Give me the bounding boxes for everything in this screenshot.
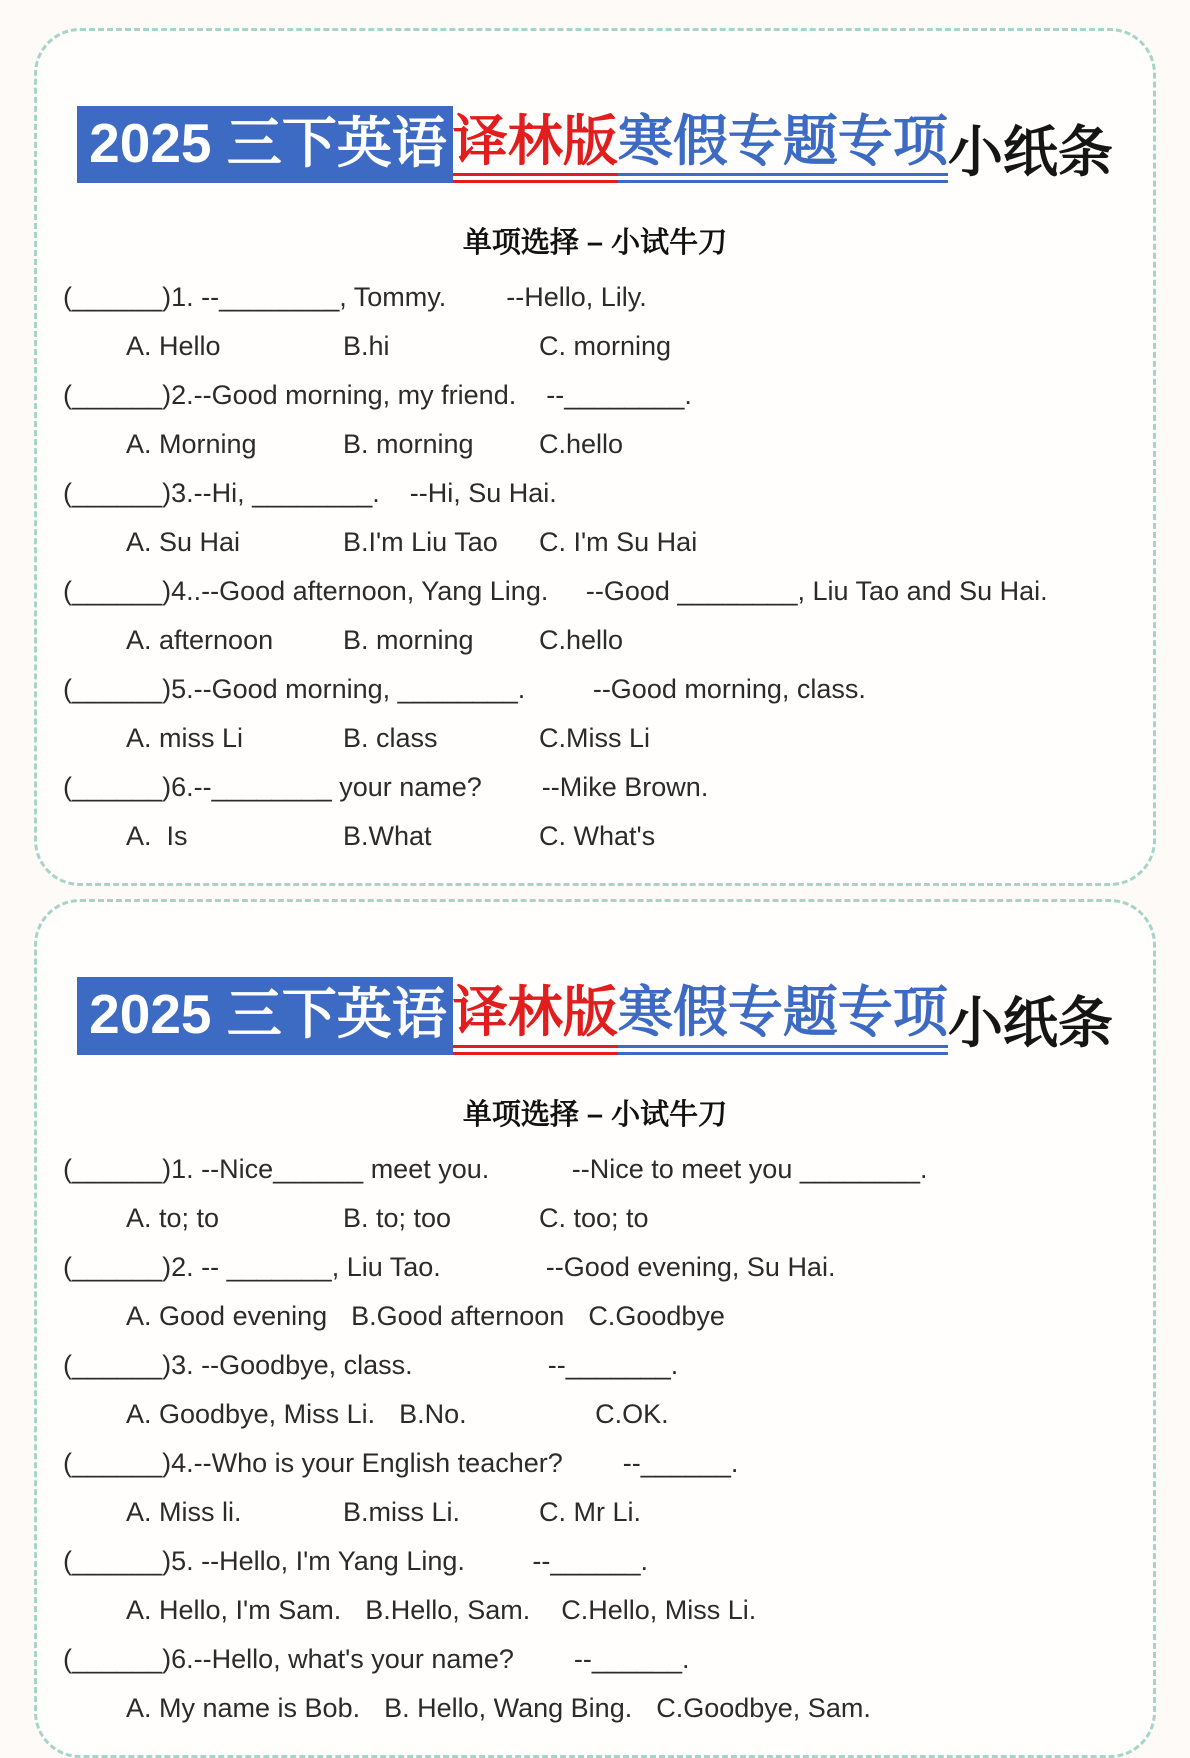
option-a: A. afternoon (126, 625, 274, 656)
worksheet-card-bottom (34, 899, 1156, 1757)
option-a: A. to; to (126, 1202, 220, 1233)
option-c: C. Mr Li. (539, 1496, 642, 1527)
option-row (63, 1390, 1127, 1439)
option-a: A. Hello (126, 331, 221, 362)
question-line: (______)2.--Good morning, my friend. --________. (63, 380, 692, 411)
option-a: A. My name is Bob. (126, 1692, 361, 1723)
question-block (63, 1341, 1127, 1439)
option-row (63, 518, 1127, 567)
question-line: (______)6.--________ your name? --Mike Brown. (63, 772, 709, 803)
option-b: B.No. (399, 1398, 467, 1429)
question-line: (______)5. --Hello, I'm Yang Ling. --______. (63, 1545, 648, 1576)
option-b: B. Hello, Wang Bing. (384, 1692, 633, 1723)
option-a: A. Morning (126, 429, 257, 460)
option-b: B. class (343, 723, 438, 754)
title-edition: 译林版 (453, 982, 618, 1055)
worksheet-title (63, 106, 1127, 184)
option-row (63, 322, 1127, 371)
question-block (63, 1537, 1127, 1635)
option-b: B.Hello, Sam. (365, 1594, 531, 1625)
option-a: A. miss Li (126, 723, 244, 754)
option-row (63, 420, 1127, 469)
section-subtitle: 单项选择 – 小试牛刀 (462, 227, 728, 260)
option-row (63, 714, 1127, 763)
option-a: A. Good evening (126, 1300, 328, 1331)
option-b: B. to; too (343, 1202, 452, 1233)
question-list (63, 273, 1127, 861)
option-c: C.hello (539, 625, 624, 656)
question-line: (______)2. -- _______, Liu Tao. --Good evening, Su Hai. (63, 1251, 836, 1282)
question-line: (______)4.--Who is your English teacher? --______. (63, 1447, 739, 1478)
option-b: B. morning (343, 429, 474, 460)
option-b: B.miss Li. (343, 1496, 461, 1527)
option-a: A. Miss li. (126, 1496, 242, 1527)
question-block (63, 1243, 1127, 1341)
title-grade-highlight: 2025 三下英语 (77, 977, 453, 1055)
question-block (63, 1635, 1127, 1733)
option-b: B.hi (343, 331, 390, 362)
question-block (63, 469, 1127, 567)
option-c: C. too; to (539, 1202, 649, 1233)
option-b: B. morning (343, 625, 474, 656)
option-row (63, 1684, 1127, 1733)
question-line: (______)6.--Hello, what's your name? --______. (63, 1643, 690, 1674)
option-row (63, 616, 1127, 665)
question-list (63, 1145, 1127, 1733)
option-row (63, 812, 1127, 861)
question-block (63, 567, 1127, 665)
question-line: (______)4..--Good afternoon, Yang Ling. --Good ________, Liu Tao and Su Hai. (63, 576, 1048, 607)
worksheet-title (63, 977, 1127, 1055)
question-line: (______)5.--Good morning, ________. --Good morning, class. (63, 674, 866, 705)
option-c: C.Goodbye, Sam. (656, 1692, 871, 1723)
question-block (63, 273, 1127, 371)
option-row (63, 1586, 1127, 1635)
question-line: (______)1. --Nice______ meet you. --Nice to meet you ________. (63, 1153, 928, 1184)
option-c: C.OK. (595, 1398, 669, 1429)
title-topic: 寒假专题专项 (618, 982, 948, 1055)
option-b: B.I'm Liu Tao (343, 527, 498, 558)
option-c: C.Goodbye (588, 1300, 725, 1331)
title-grade-highlight: 2025 三下英语 (77, 106, 453, 184)
question-block (63, 665, 1127, 763)
option-row (63, 1292, 1127, 1341)
option-c: C. What's (539, 821, 656, 852)
option-c: C. I'm Su Hai (539, 527, 698, 558)
option-c: C.hello (539, 429, 624, 460)
question-block (63, 1145, 1127, 1243)
option-a: A. Is (126, 821, 188, 852)
option-row (63, 1488, 1127, 1537)
question-block (63, 371, 1127, 469)
question-block (63, 763, 1127, 861)
option-a: A. Goodbye, Miss Li. (126, 1398, 376, 1429)
option-a: A. Hello, I'm Sam. (126, 1594, 342, 1625)
option-c: C.Hello, Miss Li. (561, 1594, 757, 1625)
question-line: (______)1. --________, Tommy. --Hello, Lily. (63, 282, 647, 313)
title-edition: 译林版 (453, 111, 618, 184)
section-subtitle: 单项选择 – 小试牛刀 (462, 1098, 728, 1131)
option-c: C. morning (539, 331, 672, 362)
option-b: B.What (343, 821, 432, 852)
title-topic: 寒假专题专项 (618, 111, 948, 184)
option-row (63, 1194, 1127, 1243)
worksheet-card-top (34, 28, 1156, 886)
option-a: A. Su Hai (126, 527, 241, 558)
question-block (63, 1439, 1127, 1537)
question-line: (______)3. --Goodbye, class. --_______. (63, 1349, 679, 1380)
option-b: B.Good afternoon (351, 1300, 565, 1331)
question-line: (______)3.--Hi, ________. --Hi, Su Hai. (63, 478, 557, 509)
title-suffix: 小纸条 (947, 992, 1113, 1055)
title-suffix: 小纸条 (947, 120, 1113, 183)
option-c: C.Miss Li (539, 723, 651, 754)
